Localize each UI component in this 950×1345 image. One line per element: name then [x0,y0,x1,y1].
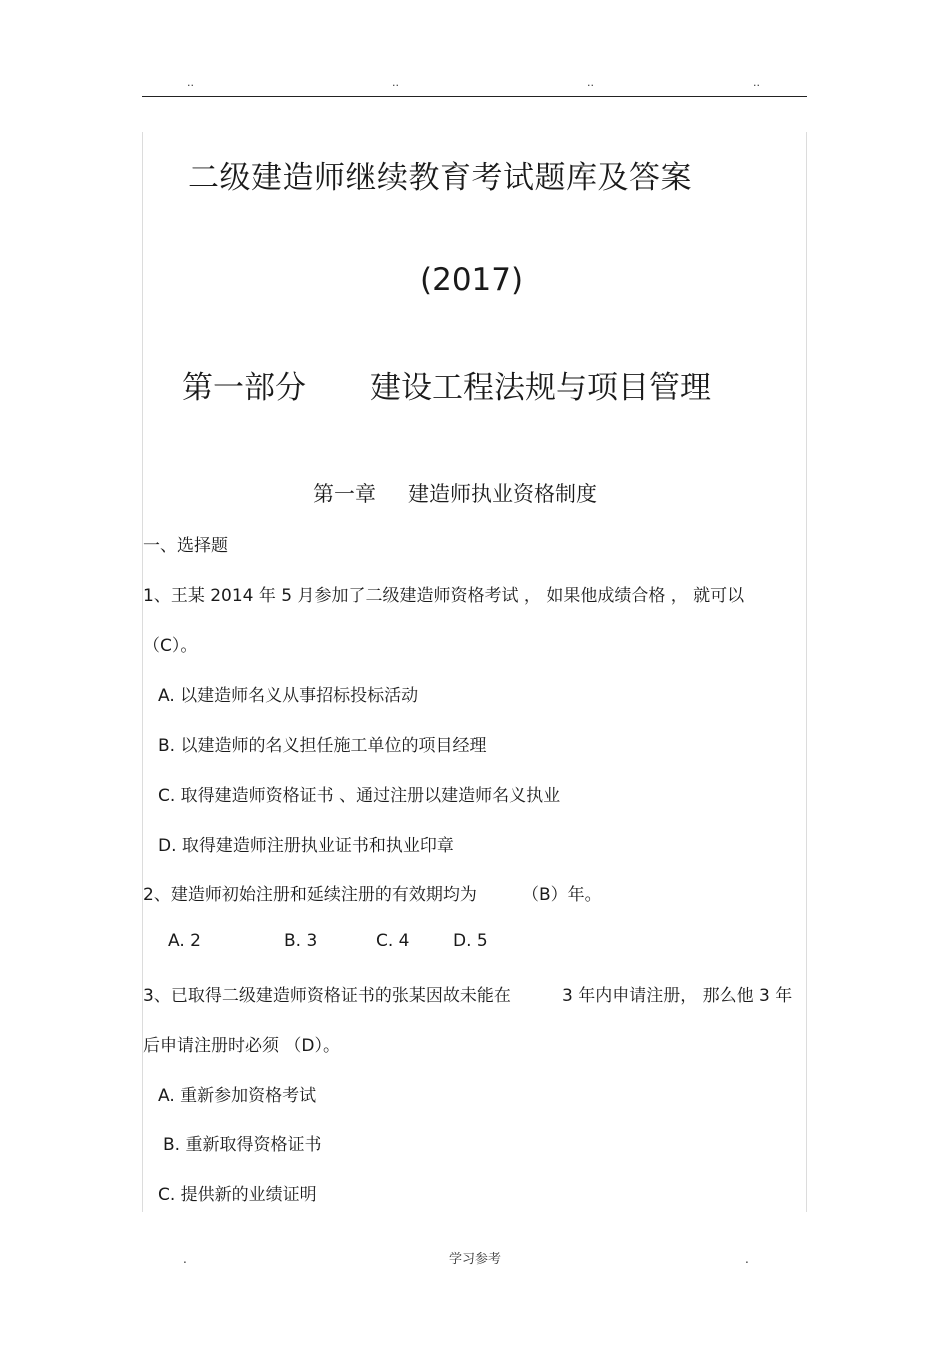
question-1-option-c: C. 取得建造师资格证书 、通过注册以建造师名义执业 [158,786,561,806]
section-heading: 一、选择题 [143,536,228,556]
header-dots-1: .. [187,76,194,89]
footer-dot-left: . [183,1252,187,1266]
question-1-option-a: A. 以建造师名义从事招标投标活动 [158,686,419,706]
question-1-option-d: D. 取得建造师注册执业证书和执业印章 [158,836,454,856]
question-2-option-c: C. 4 [376,931,410,951]
footer-label: 学习参考 [449,1252,502,1267]
document-year: (2017) [420,262,524,298]
question-2-answer: （B）年。 [522,885,602,905]
question-1-text: 1、王某 2014 年 5 月参加了二级建造师资格考试 ， 如果他成绩合格 ， 就可以 [143,586,745,606]
page-frame-right [806,132,807,1212]
chapter-name: 建造师执业资格制度 [408,482,597,506]
question-3-option-a: A. 重新参加资格考试 [158,1086,317,1106]
footer-dot-right: . [745,1252,749,1266]
question-2-text: 2、建造师初始注册和延续注册的有效期均为 [143,885,477,905]
question-3-option-b: B. 重新取得资格证书 [163,1135,322,1155]
header-dots-4: .. [753,76,760,89]
question-2-option-d: D. 5 [453,931,488,951]
part-name: 建设工程法规与项目管理 [370,370,711,406]
header-rule [142,96,807,97]
header-dots-3: .. [587,76,594,89]
header-dots-2: .. [392,76,399,89]
question-3-text-end: 3 年内申请注册， 那么他 3 年 [562,986,793,1006]
question-2-option-a: A. 2 [168,931,201,951]
document-title: 二级建造师继续教育考试题库及答案 [188,160,692,196]
question-1-answer: （C）。 [143,636,198,656]
question-3-option-c: C. 提供新的业绩证明 [158,1185,317,1205]
question-1-option-b: B. 以建造师的名义担任施工单位的项目经理 [158,736,487,756]
part-label: 第一部分 [182,370,306,406]
question-2-option-b: B. 3 [284,931,318,951]
question-3-text-start: 3、已取得二级建造师资格证书的张某因故未能在 [143,986,511,1006]
chapter-label: 第一章 [313,482,376,506]
question-3-answer: 后申请注册时必须 （D）。 [143,1036,340,1056]
